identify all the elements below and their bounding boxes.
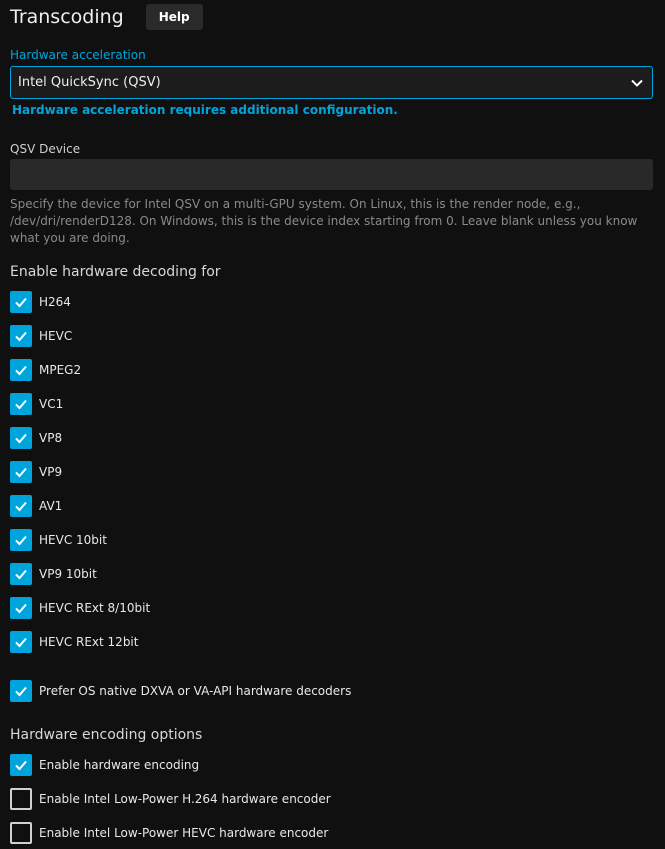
decode-h264-checkbox[interactable] xyxy=(10,291,32,313)
low-power-h264-encoder-checkbox-row[interactable] xyxy=(10,788,331,810)
page-title: Transcoding xyxy=(10,6,124,28)
decode-hevc-checkbox[interactable] xyxy=(10,325,32,347)
decode-h264-checkbox-row[interactable] xyxy=(10,291,71,313)
checkmark-icon xyxy=(13,498,29,514)
checkmark-icon xyxy=(13,294,29,310)
decode-hevc-checkbox-row[interactable] xyxy=(10,325,72,347)
checkmark-icon xyxy=(13,430,29,446)
decode-vc1-label: VC1 xyxy=(39,397,64,411)
low-power-h264-encoder-checkbox[interactable] xyxy=(10,788,32,810)
low-power-hevc-encoder-checkbox-row[interactable] xyxy=(10,822,328,844)
decode-vp8-checkbox[interactable] xyxy=(10,427,32,449)
low-power-hevc-encoder-label: Enable Intel Low-Power HEVC hardware encoder xyxy=(39,826,329,840)
checkmark-icon xyxy=(13,683,29,699)
decode-vp9-checkbox-row[interactable] xyxy=(10,461,62,483)
decode-hevc-rext-12bit-checkbox[interactable] xyxy=(10,631,32,653)
decode-hevc-rext-8-10bit-checkbox[interactable] xyxy=(10,597,32,619)
hardware-acceleration-label: Hardware acceleration xyxy=(10,48,146,62)
qsv-device-description: Specify the device for Intel QSV on a multi-GPU system. On Linux, this is the render node, e.g., /dev/dri/renderD128. On Windows, this is the device index starting from 0. Leave blank unless you know what you are doing. xyxy=(10,197,638,245)
decode-vp9-10bit-checkbox[interactable] xyxy=(10,563,32,585)
decode-hevc-10bit-checkbox-row[interactable] xyxy=(10,529,107,551)
decode-hevc-10bit-label: HEVC 10bit xyxy=(39,533,107,547)
encoding-section-title: Hardware encoding options xyxy=(10,727,203,743)
hardware-acceleration-warning[interactable]: Hardware acceleration requires additional configuration. xyxy=(12,103,398,117)
chevron-down-icon xyxy=(630,76,644,90)
hardware-acceleration-value: Intel QuickSync (QSV) xyxy=(18,75,161,90)
decode-vc1-checkbox[interactable] xyxy=(10,393,32,415)
decoding-section-title: Enable hardware decoding for xyxy=(10,264,221,280)
checkmark-icon xyxy=(13,362,29,378)
decode-mpeg2-checkbox-row[interactable] xyxy=(10,359,81,381)
decode-vp9-label: VP9 xyxy=(39,465,63,479)
checkmark-icon xyxy=(13,634,29,650)
low-power-hevc-encoder-checkbox[interactable] xyxy=(10,822,32,844)
decode-hevc-rext-8-10bit-label: HEVC RExt 8/10bit xyxy=(39,601,151,615)
decode-hevc-10bit-checkbox[interactable] xyxy=(10,529,32,551)
help-button[interactable]: Help xyxy=(146,4,203,30)
checkmark-icon xyxy=(13,532,29,548)
decode-hevc-label: HEVC xyxy=(39,329,73,343)
enable-hw-encoding-label: Enable hardware encoding xyxy=(39,758,200,772)
decode-vp8-label: VP8 xyxy=(39,431,63,445)
enable-hw-encoding-checkbox-row[interactable] xyxy=(10,754,199,776)
qsv-device-input[interactable] xyxy=(10,159,653,190)
decode-h264-label: H264 xyxy=(39,295,71,309)
prefer-native-decoders-label: Prefer OS native DXVA or VA-API hardware decoders xyxy=(39,684,352,698)
decode-hevc-rext-8-10bit-checkbox-row[interactable] xyxy=(10,597,150,619)
decode-vp8-checkbox-row[interactable] xyxy=(10,427,62,449)
checkmark-icon xyxy=(13,600,29,616)
decode-av1-checkbox[interactable] xyxy=(10,495,32,517)
decode-av1-label: AV1 xyxy=(39,499,63,513)
decode-av1-checkbox-row[interactable] xyxy=(10,495,62,517)
prefer-native-decoders-checkbox-row[interactable] xyxy=(10,680,351,702)
enable-hw-encoding-checkbox[interactable] xyxy=(10,754,32,776)
decode-vp9-10bit-label: VP9 10bit xyxy=(39,567,97,581)
low-power-h264-encoder-label: Enable Intel Low-Power H.264 hardware encoder xyxy=(39,792,331,806)
checkmark-icon xyxy=(13,396,29,412)
decode-mpeg2-checkbox[interactable] xyxy=(10,359,32,381)
hardware-acceleration-select[interactable] xyxy=(10,66,653,99)
decode-vp9-10bit-checkbox-row[interactable] xyxy=(10,563,97,585)
prefer-native-decoders-checkbox[interactable] xyxy=(10,680,32,702)
checkmark-icon xyxy=(13,328,29,344)
decode-hevc-rext-12bit-label: HEVC RExt 12bit xyxy=(39,635,139,649)
decode-hevc-rext-12bit-checkbox-row[interactable] xyxy=(10,631,138,653)
page-header xyxy=(10,4,203,30)
checkmark-icon xyxy=(13,757,29,773)
checkmark-icon xyxy=(13,464,29,480)
qsv-device-label: QSV Device xyxy=(10,142,81,156)
decode-vc1-checkbox-row[interactable] xyxy=(10,393,63,415)
decode-mpeg2-label: MPEG2 xyxy=(39,363,82,377)
checkmark-icon xyxy=(13,566,29,582)
decode-vp9-checkbox[interactable] xyxy=(10,461,32,483)
